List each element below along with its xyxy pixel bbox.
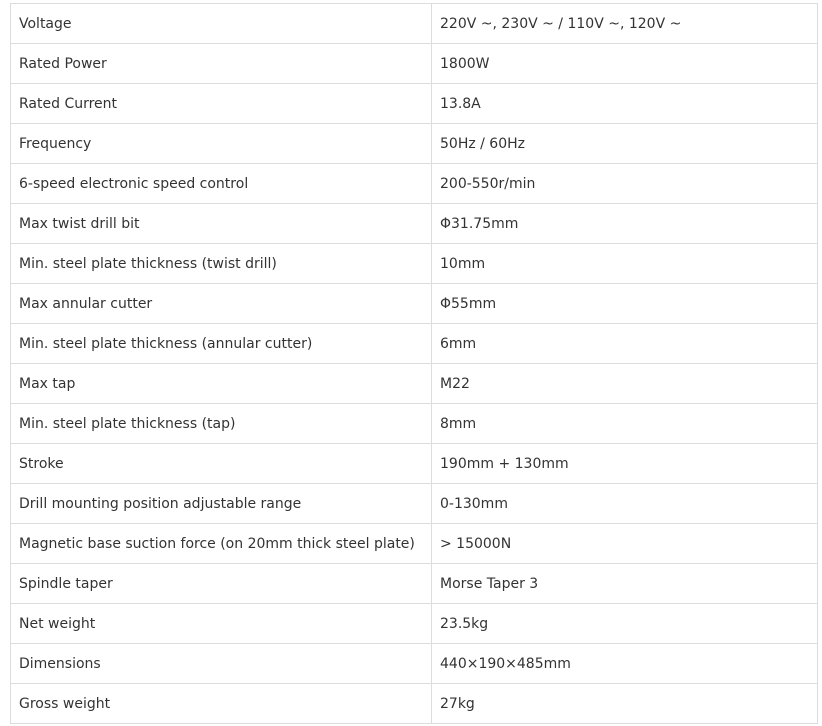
spec-label: Frequency <box>11 124 432 164</box>
spec-label: Dimensions <box>11 644 432 684</box>
spec-label: Drill mounting position adjustable range <box>11 484 432 524</box>
spec-label: 6-speed electronic speed control <box>11 164 432 204</box>
table-row <box>11 564 818 604</box>
table-row <box>11 684 818 724</box>
table-row <box>11 644 818 684</box>
table-row <box>11 164 818 204</box>
spec-value: 27kg <box>432 684 818 724</box>
spec-value: Φ55mm <box>432 284 818 324</box>
table-row <box>11 444 818 484</box>
spec-value: 23.5kg <box>432 604 818 644</box>
table-row <box>11 364 818 404</box>
spec-value: 10mm <box>432 244 818 284</box>
spec-value: 50Hz / 60Hz <box>432 124 818 164</box>
spec-label: Max annular cutter <box>11 284 432 324</box>
spec-value: > 15000N <box>432 524 818 564</box>
spec-label: Min. steel plate thickness (tap) <box>11 404 432 444</box>
table-row <box>11 324 818 364</box>
spec-label: Net weight <box>11 604 432 644</box>
spec-label: Spindle taper <box>11 564 432 604</box>
spec-value: 0-130mm <box>432 484 818 524</box>
table-row <box>11 4 818 44</box>
spec-label: Gross weight <box>11 684 432 724</box>
spec-value: 220V ~, 230V ~ / 110V ~, 120V ~ <box>432 4 818 44</box>
spec-value: 6mm <box>432 324 818 364</box>
spec-value: 440×190×485mm <box>432 644 818 684</box>
spec-value: Φ31.75mm <box>432 204 818 244</box>
spec-value: 13.8A <box>432 84 818 124</box>
table-row <box>11 484 818 524</box>
table-row <box>11 204 818 244</box>
spec-label: Min. steel plate thickness (twist drill) <box>11 244 432 284</box>
spec-label: Magnetic base suction force (on 20mm thick steel plate) <box>11 524 432 564</box>
spec-label: Rated Power <box>11 44 432 84</box>
spec-value: M22 <box>432 364 818 404</box>
table-row <box>11 284 818 324</box>
spec-label: Min. steel plate thickness (annular cutter) <box>11 324 432 364</box>
table-row <box>11 124 818 164</box>
spec-label: Voltage <box>11 4 432 44</box>
spec-label: Max tap <box>11 364 432 404</box>
table-row <box>11 404 818 444</box>
spec-value: 8mm <box>432 404 818 444</box>
table-row <box>11 244 818 284</box>
spec-value: 190mm + 130mm <box>432 444 818 484</box>
spec-value: 1800W <box>432 44 818 84</box>
table-row <box>11 84 818 124</box>
spec-value: Morse Taper 3 <box>432 564 818 604</box>
table-row <box>11 604 818 644</box>
spec-label: Rated Current <box>11 84 432 124</box>
spec-label: Stroke <box>11 444 432 484</box>
spec-label: Max twist drill bit <box>11 204 432 244</box>
table-row <box>11 524 818 564</box>
table-row <box>11 44 818 84</box>
spec-value: 200-550r/min <box>432 164 818 204</box>
specifications-table <box>10 3 818 724</box>
